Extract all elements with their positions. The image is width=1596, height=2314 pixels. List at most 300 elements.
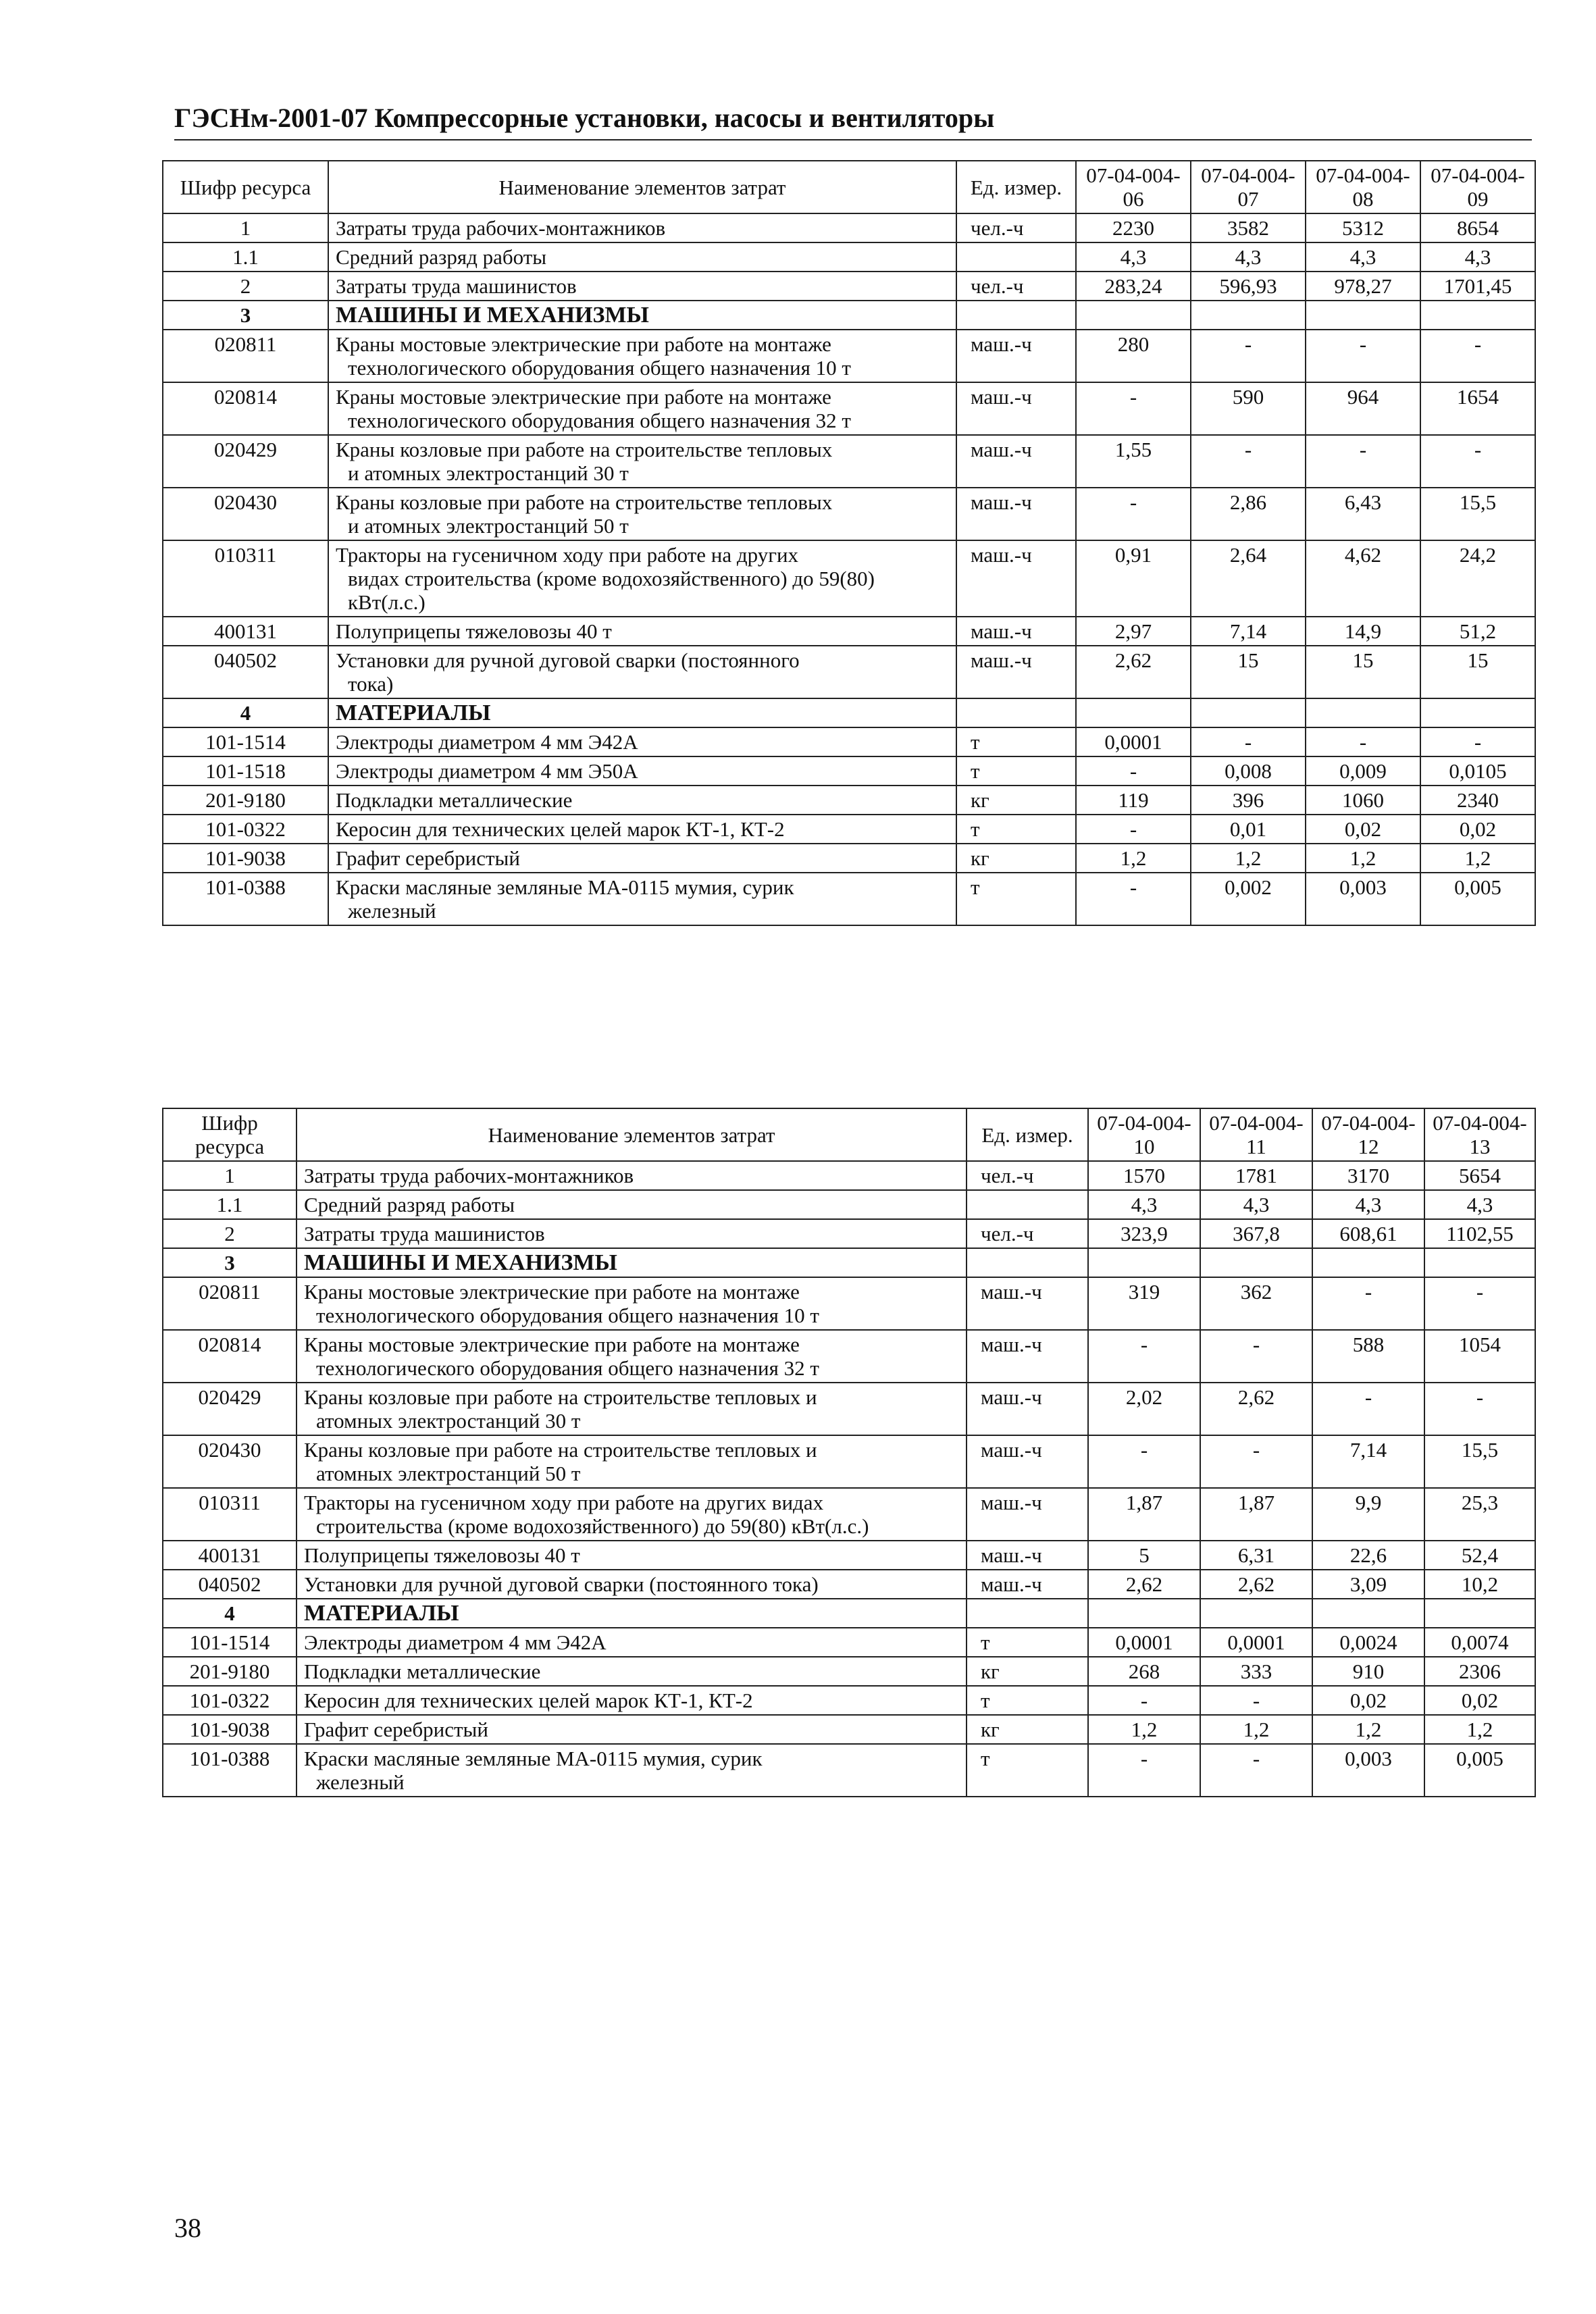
table-row [163, 756, 1535, 786]
cell-value [1424, 1599, 1535, 1628]
cell-value: 3,09 [1312, 1570, 1424, 1599]
cell-unit: т [967, 1628, 1088, 1657]
cell-unit: маш.-ч [956, 488, 1076, 540]
table-row [163, 873, 1535, 925]
cell-value: 0,005 [1424, 1744, 1535, 1797]
cell-value: 8654 [1420, 213, 1535, 242]
cell-value: 1,2 [1420, 844, 1535, 873]
cell-value: - [1200, 1330, 1312, 1383]
table-row [163, 1383, 1535, 1435]
cell-name-text: Подкладки металлические [304, 1660, 541, 1683]
cell-value: 1,2 [1088, 1715, 1200, 1744]
cell-code: 3 [163, 301, 328, 330]
cell-value: 15 [1306, 646, 1420, 698]
page-number: 38 [174, 2213, 201, 2243]
cell-value: 333 [1200, 1657, 1312, 1686]
cell-value: 4,62 [1306, 540, 1420, 617]
cell-value: - [1200, 1435, 1312, 1488]
cell-code: 010311 [163, 1488, 297, 1541]
cell-name-text: Краски масляные земляные МА-0115 мумия, сурик [304, 1747, 763, 1770]
cell-code: 1 [163, 1161, 297, 1190]
cell-name [328, 727, 956, 756]
cell-name [297, 1744, 967, 1797]
header-col: 07-04-004-11 [1200, 1108, 1312, 1161]
table-row [163, 1277, 1535, 1330]
cell-value: 4,3 [1191, 242, 1306, 272]
cell-value: 15,5 [1424, 1435, 1535, 1488]
cell-name [328, 488, 956, 540]
cell-value: 15 [1191, 646, 1306, 698]
cell-code: 020811 [163, 330, 328, 382]
cell-unit: маш.-ч [956, 540, 1076, 617]
cell-code: 201-9180 [163, 786, 328, 815]
cell-value: 5 [1088, 1541, 1200, 1570]
cell-name [297, 1383, 967, 1435]
cell-name [297, 1219, 967, 1248]
cell-value: 119 [1076, 786, 1191, 815]
cell-code: 1.1 [163, 242, 328, 272]
table-row [163, 815, 1535, 844]
cell-value: - [1088, 1744, 1200, 1797]
cell-unit: маш.-ч [967, 1435, 1088, 1488]
cell-value: 268 [1088, 1657, 1200, 1686]
table-row [163, 1686, 1535, 1715]
cell-value [1306, 301, 1420, 330]
cell-name-text: Электроды диаметром 4 мм Э42А [336, 730, 638, 754]
cell-value: - [1306, 435, 1420, 488]
cell-code: 4 [163, 698, 328, 727]
cell-name-continuation: железный [348, 899, 436, 923]
cell-code: 1.1 [163, 1190, 297, 1219]
cell-unit: маш.-ч [956, 382, 1076, 435]
cell-value: 4,3 [1088, 1190, 1200, 1219]
cell-value: 0,005 [1420, 873, 1535, 925]
cell-value: 0,009 [1306, 756, 1420, 786]
cell-value: - [1088, 1435, 1200, 1488]
cell-code: 020814 [163, 1330, 297, 1383]
header-unit: Ед. измер. [956, 161, 1076, 213]
cell-value: 2,86 [1191, 488, 1306, 540]
cell-value: - [1076, 382, 1191, 435]
cell-value: 323,9 [1088, 1219, 1200, 1248]
cell-code: 020430 [163, 488, 328, 540]
header-col: 07-04-004-07 [1191, 161, 1306, 213]
cell-name [328, 617, 956, 646]
cell-value: 1,87 [1200, 1488, 1312, 1541]
cell-name-continuation: атомных электростанций 50 т [316, 1462, 581, 1485]
table-row [163, 1248, 1535, 1277]
cell-code: 020430 [163, 1435, 297, 1488]
cell-value [1200, 1248, 1312, 1277]
cell-value: 4,3 [1200, 1190, 1312, 1219]
cell-unit: маш.-ч [956, 330, 1076, 382]
cell-value: 596,93 [1191, 272, 1306, 301]
cell-name [328, 540, 956, 617]
cell-name-text: МАТЕРИАЛЫ [336, 700, 491, 725]
cell-name-continuation: технологического оборудования общего назначения 32 т [316, 1356, 819, 1380]
table-row [163, 727, 1535, 756]
cell-name [328, 646, 956, 698]
cell-name-text: Керосин для технических целей марок КТ-1, КТ-2 [336, 817, 785, 841]
header-col: 07-04-004-06 [1076, 161, 1191, 213]
resource-table-2 [162, 1108, 1536, 1797]
cell-unit: т [956, 815, 1076, 844]
cell-value: 5654 [1424, 1161, 1535, 1190]
cell-name [328, 756, 956, 786]
cell-value: - [1191, 435, 1306, 488]
cell-value: - [1191, 727, 1306, 756]
cell-unit [967, 1248, 1088, 1277]
cell-code: 040502 [163, 1570, 297, 1599]
cell-name [328, 435, 956, 488]
cell-name [297, 1435, 967, 1488]
cell-value: 283,24 [1076, 272, 1191, 301]
cell-name [297, 1628, 967, 1657]
cell-value: 2,97 [1076, 617, 1191, 646]
cell-unit: т [967, 1686, 1088, 1715]
cell-name [297, 1570, 967, 1599]
table-header [163, 161, 1535, 213]
cell-value: 0,0001 [1088, 1628, 1200, 1657]
header-col: 07-04-004-10 [1088, 1108, 1200, 1161]
cell-name [297, 1161, 967, 1190]
cell-unit [967, 1599, 1088, 1628]
cell-unit: кг [956, 844, 1076, 873]
cell-value: 0,0001 [1200, 1628, 1312, 1657]
cell-name [328, 873, 956, 925]
table-row [163, 1435, 1535, 1488]
cell-value: 24,2 [1420, 540, 1535, 617]
cell-value: 2306 [1424, 1657, 1535, 1686]
page-header: ГЭСНм-2001-07 Компрессорные установки, насосы и вентиляторы [174, 101, 1532, 140]
cell-value: 1,2 [1076, 844, 1191, 873]
table-row [163, 213, 1535, 242]
cell-value: 1,55 [1076, 435, 1191, 488]
cell-unit: т [956, 873, 1076, 925]
cell-value: 7,14 [1312, 1435, 1424, 1488]
cell-value: 1570 [1088, 1161, 1200, 1190]
cell-name [328, 301, 956, 330]
cell-name-continuation: видах строительства (кроме водохозяйственного) до 59(80) кВт(л.с.) [348, 567, 875, 614]
table-row [163, 1190, 1535, 1219]
cell-value: 2,62 [1200, 1570, 1312, 1599]
cell-value: 0,0001 [1076, 727, 1191, 756]
table-row [163, 1628, 1535, 1657]
cell-value: 1654 [1420, 382, 1535, 435]
cell-code: 040502 [163, 646, 328, 698]
cell-value: 25,3 [1424, 1488, 1535, 1541]
header-name: Наименование элементов затрат [297, 1108, 967, 1161]
cell-name-text: МАТЕРИАЛЫ [304, 1601, 459, 1626]
cell-code: 2 [163, 1219, 297, 1248]
cell-name-text: Графит серебристый [336, 846, 520, 870]
cell-name-text: Краны мостовые электрические при работе на монтаже [304, 1280, 800, 1304]
cell-value: 10,2 [1424, 1570, 1535, 1599]
cell-name-text: Тракторы на гусеничном ходу при работе на других видах [304, 1491, 824, 1514]
cell-unit: маш.-ч [967, 1277, 1088, 1330]
cell-name [328, 242, 956, 272]
cell-name [297, 1541, 967, 1570]
cell-name-text: Полуприцепы тяжеловозы 40 т [336, 619, 612, 643]
cell-name-text: МАШИНЫ И МЕХАНИЗМЫ [336, 303, 649, 328]
header-code: Шифр ресурса [163, 161, 328, 213]
header-col: 07-04-004-08 [1306, 161, 1420, 213]
cell-value: 2340 [1420, 786, 1535, 815]
table-row [163, 242, 1535, 272]
cell-code: 101-0322 [163, 815, 328, 844]
cell-value: 978,27 [1306, 272, 1420, 301]
cell-unit [956, 301, 1076, 330]
cell-unit: маш.-ч [967, 1383, 1088, 1435]
cell-name-text: Краны мостовые электрические при работе на монтаже [304, 1333, 800, 1356]
cell-value: 2230 [1076, 213, 1191, 242]
header-col: 07-04-004-13 [1424, 1108, 1535, 1161]
cell-code: 2 [163, 272, 328, 301]
cell-unit: т [967, 1744, 1088, 1797]
cell-value: - [1312, 1277, 1424, 1330]
cell-name [328, 698, 956, 727]
cell-unit: маш.-ч [956, 617, 1076, 646]
table-row [163, 301, 1535, 330]
cell-code: 3 [163, 1248, 297, 1277]
cell-name-text: Краны козловые при работе на строительстве тепловых и [304, 1385, 817, 1409]
cell-value: 2,62 [1076, 646, 1191, 698]
table-row [163, 617, 1535, 646]
table-row [163, 786, 1535, 815]
cell-code: 400131 [163, 617, 328, 646]
cell-value: 3582 [1191, 213, 1306, 242]
cell-value: - [1076, 488, 1191, 540]
table-row [163, 382, 1535, 435]
cell-value: 0,003 [1306, 873, 1420, 925]
cell-name [297, 1277, 967, 1330]
cell-name-text: Полуприцепы тяжеловозы 40 т [304, 1543, 580, 1567]
cell-name-text: Затраты труда рабочих-монтажников [336, 216, 666, 240]
cell-name-continuation: тока) [348, 672, 394, 696]
cell-value: 590 [1191, 382, 1306, 435]
cell-value: 2,62 [1200, 1383, 1312, 1435]
cell-value: 1,2 [1424, 1715, 1535, 1744]
cell-value [1191, 301, 1306, 330]
cell-unit: маш.-ч [956, 646, 1076, 698]
cell-name-text: Электроды диаметром 4 мм Э50А [336, 759, 638, 783]
table-row [163, 1657, 1535, 1686]
cell-code: 020429 [163, 435, 328, 488]
cell-value [1088, 1248, 1200, 1277]
cell-unit: т [956, 756, 1076, 786]
cell-value: 367,8 [1200, 1219, 1312, 1248]
cell-value: - [1420, 435, 1535, 488]
cell-name-text: Подкладки металлические [336, 788, 573, 812]
cell-name [297, 1657, 967, 1686]
cell-name [328, 382, 956, 435]
cell-code: 101-0388 [163, 1744, 297, 1797]
cell-value: - [1312, 1383, 1424, 1435]
cell-name [297, 1330, 967, 1383]
header-unit: Ед. измер. [967, 1108, 1088, 1161]
cell-name-text: Краны мостовые электрические при работе на монтаже [336, 385, 831, 409]
cell-value: 22,6 [1312, 1541, 1424, 1570]
cell-unit: чел.-ч [967, 1219, 1088, 1248]
table-body [163, 1161, 1535, 1797]
cell-value: - [1191, 330, 1306, 382]
cell-code: 101-1514 [163, 1628, 297, 1657]
cell-value: 362 [1200, 1277, 1312, 1330]
cell-name-text: Затраты труда машинистов [304, 1222, 545, 1245]
cell-unit: маш.-ч [967, 1541, 1088, 1570]
cell-name-text: Установки для ручной дуговой сварки (постоянного тока) [304, 1572, 819, 1596]
cell-value: 1,2 [1191, 844, 1306, 873]
cell-unit [956, 242, 1076, 272]
table-row [163, 1330, 1535, 1383]
cell-value: 4,3 [1424, 1190, 1535, 1219]
cell-value: 1060 [1306, 786, 1420, 815]
table-row [163, 1744, 1535, 1797]
cell-unit: чел.-ч [956, 213, 1076, 242]
table-row [163, 1541, 1535, 1570]
cell-value: 15 [1420, 646, 1535, 698]
cell-code: 020811 [163, 1277, 297, 1330]
cell-value: 608,61 [1312, 1219, 1424, 1248]
cell-name-text: Керосин для технических целей марок КТ-1, КТ-2 [304, 1689, 753, 1712]
table-row [163, 488, 1535, 540]
cell-unit: чел.-ч [967, 1161, 1088, 1190]
cell-value: 7,14 [1191, 617, 1306, 646]
cell-code: 020429 [163, 1383, 297, 1435]
header-col: 07-04-004-09 [1420, 161, 1535, 213]
cell-value [1088, 1599, 1200, 1628]
cell-value: - [1200, 1686, 1312, 1715]
table-row [163, 1488, 1535, 1541]
cell-value: 910 [1312, 1657, 1424, 1686]
cell-value: 0,02 [1424, 1686, 1535, 1715]
cell-name-text: Средний разряд работы [336, 245, 547, 269]
cell-value: - [1306, 330, 1420, 382]
cell-value: - [1088, 1330, 1200, 1383]
cell-code: 101-9038 [163, 1715, 297, 1744]
cell-value: 1102,55 [1424, 1219, 1535, 1248]
cell-unit: чел.-ч [956, 272, 1076, 301]
cell-name-continuation: технологического оборудования общего назначения 10 т [316, 1304, 819, 1327]
cell-name-text: Затраты труда рабочих-монтажников [304, 1164, 634, 1187]
table-row [163, 1599, 1535, 1628]
cell-name [328, 815, 956, 844]
cell-value: 4,3 [1420, 242, 1535, 272]
cell-value: 0,02 [1306, 815, 1420, 844]
cell-value: 0,008 [1191, 756, 1306, 786]
cell-value: 14,9 [1306, 617, 1420, 646]
cell-value: 3170 [1312, 1161, 1424, 1190]
cell-name-text: Электроды диаметром 4 мм Э42А [304, 1630, 607, 1654]
cell-value: - [1200, 1744, 1312, 1797]
cell-name-text: Краны козловые при работе на строительстве тепловых [336, 438, 833, 461]
cell-name-text: Краски масляные земляные МА-0115 мумия, сурик [336, 875, 794, 899]
cell-name-text: Затраты труда машинистов [336, 274, 577, 298]
cell-code: 020814 [163, 382, 328, 435]
cell-unit: маш.-ч [967, 1488, 1088, 1541]
header-col: 07-04-004-12 [1312, 1108, 1424, 1161]
cell-value [1191, 698, 1306, 727]
cell-value: 5312 [1306, 213, 1420, 242]
cell-value [1420, 301, 1535, 330]
table-row [163, 1570, 1535, 1599]
cell-value [1306, 698, 1420, 727]
cell-code: 101-1514 [163, 727, 328, 756]
cell-name-text: Графит серебристый [304, 1718, 488, 1741]
cell-name [328, 330, 956, 382]
cell-value: 964 [1306, 382, 1420, 435]
cell-value: 0,0105 [1420, 756, 1535, 786]
cell-value: - [1076, 756, 1191, 786]
table-row [163, 698, 1535, 727]
table-header [163, 1108, 1535, 1161]
cell-value: 0,91 [1076, 540, 1191, 617]
table-row [163, 272, 1535, 301]
cell-code: 101-0322 [163, 1686, 297, 1715]
cell-value [1312, 1599, 1424, 1628]
cell-name [328, 786, 956, 815]
cell-name-text: Краны козловые при работе на строительстве тепловых [336, 490, 833, 514]
cell-name [328, 844, 956, 873]
cell-name [328, 213, 956, 242]
cell-value: - [1424, 1383, 1535, 1435]
cell-value: 0,0074 [1424, 1628, 1535, 1657]
cell-value [1076, 698, 1191, 727]
cell-name-text: Средний разряд работы [304, 1193, 515, 1216]
cell-unit [967, 1190, 1088, 1219]
cell-name-continuation: технологического оборудования общего назначения 32 т [348, 409, 851, 432]
cell-code: 101-9038 [163, 844, 328, 873]
cell-code: 101-0388 [163, 873, 328, 925]
cell-value: 0,02 [1312, 1686, 1424, 1715]
cell-value: 4,3 [1306, 242, 1420, 272]
cell-value: 15,5 [1420, 488, 1535, 540]
cell-value: - [1424, 1277, 1535, 1330]
cell-value: 51,2 [1420, 617, 1535, 646]
cell-code: 4 [163, 1599, 297, 1628]
cell-value: 1701,45 [1420, 272, 1535, 301]
cell-value [1200, 1599, 1312, 1628]
cell-unit: кг [967, 1657, 1088, 1686]
cell-name-continuation: строительства (кроме водохозяйственного) до 59(80) кВт(л.с.) [316, 1514, 869, 1538]
cell-value [1076, 301, 1191, 330]
cell-value: 0,01 [1191, 815, 1306, 844]
table-row [163, 1715, 1535, 1744]
cell-value: 52,4 [1424, 1541, 1535, 1570]
table-row [163, 646, 1535, 698]
cell-value: 396 [1191, 786, 1306, 815]
cell-value: 0,002 [1191, 873, 1306, 925]
cell-unit: маш.-ч [967, 1330, 1088, 1383]
cell-value: 1,2 [1312, 1715, 1424, 1744]
cell-name [297, 1715, 967, 1744]
cell-value: 2,02 [1088, 1383, 1200, 1435]
table-row [163, 1219, 1535, 1248]
cell-value: - [1088, 1686, 1200, 1715]
table-row [163, 844, 1535, 873]
cell-unit: маш.-ч [956, 435, 1076, 488]
cell-value [1424, 1248, 1535, 1277]
cell-name-text: Краны мостовые электрические при работе на монтаже [336, 332, 831, 356]
resource-table-1 [162, 160, 1536, 926]
cell-value: 1,2 [1306, 844, 1420, 873]
cell-value: 0,02 [1420, 815, 1535, 844]
cell-value: 1,2 [1200, 1715, 1312, 1744]
cell-value: 4,3 [1312, 1190, 1424, 1219]
cell-code: 1 [163, 213, 328, 242]
cell-code: 400131 [163, 1541, 297, 1570]
cell-value: - [1076, 873, 1191, 925]
